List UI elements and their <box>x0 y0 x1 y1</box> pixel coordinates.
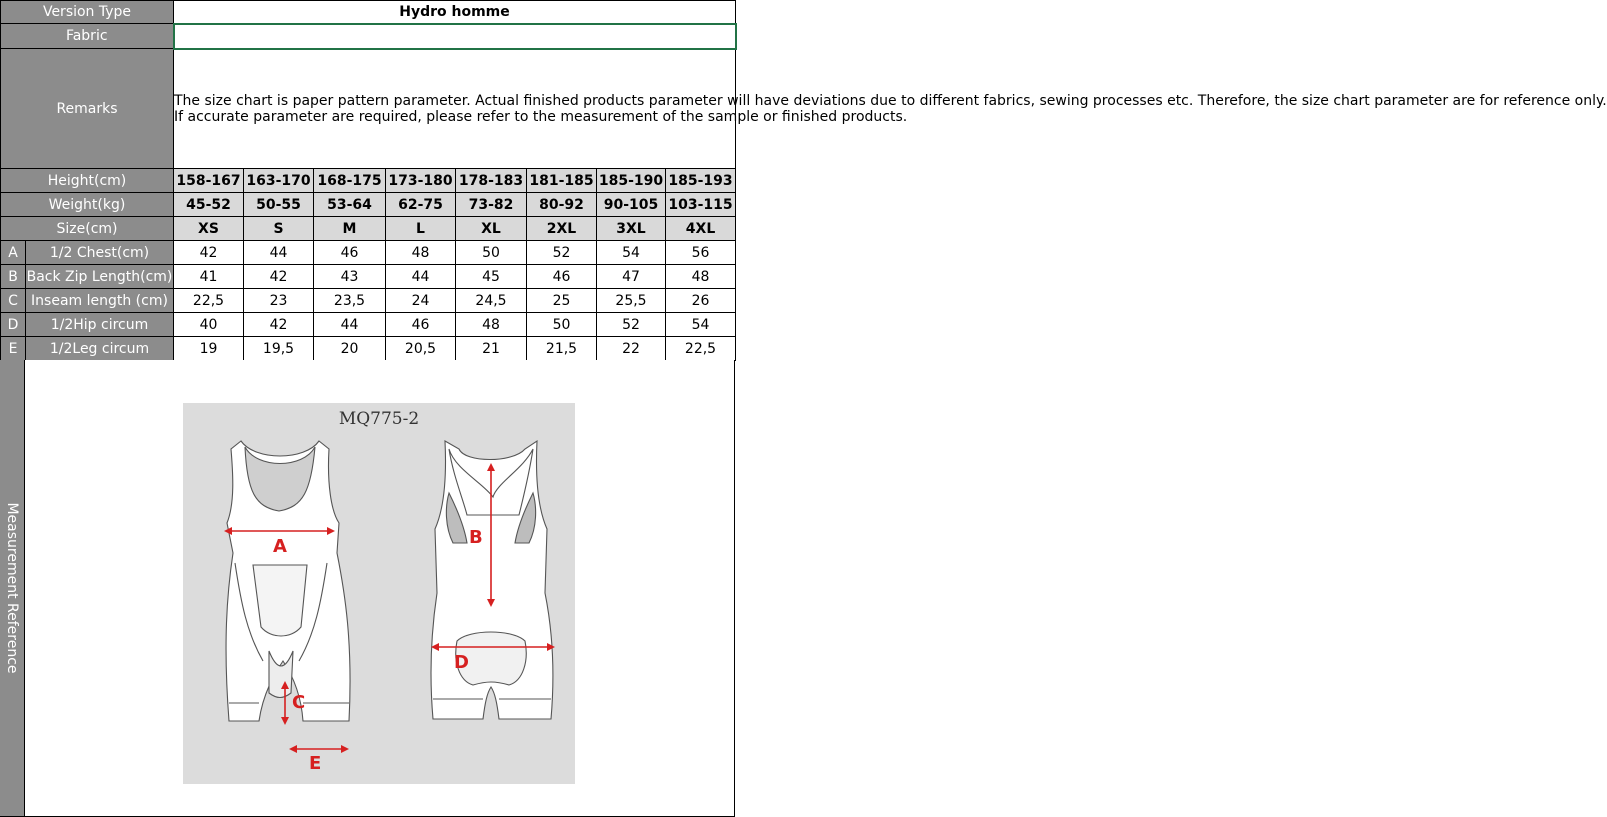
height-cell[interactable]: 158-167 <box>174 169 244 193</box>
weight-label[interactable]: Weight(kg) <box>1 193 174 217</box>
weight-cell[interactable]: 45-52 <box>174 193 244 217</box>
size-cell[interactable]: 2XL <box>527 217 597 241</box>
value-cell[interactable]: 20,5 <box>386 337 456 361</box>
row-label[interactable]: Inseam length (cm) <box>26 289 174 313</box>
weight-row <box>1 193 736 217</box>
height-cell[interactable]: 181-185 <box>527 169 597 193</box>
value-cell[interactable]: 23,5 <box>314 289 386 313</box>
height-cell[interactable]: 178-183 <box>456 169 527 193</box>
height-cell[interactable]: 173-180 <box>386 169 456 193</box>
value-cell[interactable]: 46 <box>386 313 456 337</box>
model-code: MQ775-2 <box>338 409 420 429</box>
remarks-line-1: The size chart is paper pattern parameter. Actual finished products parameter will have deviations due to different fabrics, sewing processes etc. Therefore, the size chart parameter are for reference only. <box>174 92 1607 109</box>
value-cell[interactable]: 24,5 <box>456 289 527 313</box>
value-cell[interactable]: 45 <box>456 265 527 289</box>
height-cell[interactable]: 163-170 <box>244 169 314 193</box>
weight-cell[interactable]: 90-105 <box>597 193 666 217</box>
measure-row-b <box>1 265 736 289</box>
value-cell[interactable]: 42 <box>244 265 314 289</box>
value-cell[interactable]: 40 <box>174 313 244 337</box>
value-cell[interactable]: 19 <box>174 337 244 361</box>
value-cell[interactable]: 20 <box>314 337 386 361</box>
value-cell[interactable]: 52 <box>597 313 666 337</box>
value-cell[interactable]: 46 <box>527 265 597 289</box>
marker-a: A <box>273 536 287 557</box>
value-cell[interactable]: 24 <box>386 289 456 313</box>
value-cell[interactable]: 44 <box>314 313 386 337</box>
height-cell[interactable]: 185-190 <box>597 169 666 193</box>
front-view <box>226 441 350 721</box>
row-letter[interactable]: E <box>1 337 26 361</box>
value-cell[interactable]: 26 <box>666 289 736 313</box>
marker-d: D <box>454 652 469 673</box>
size-cell[interactable]: XS <box>174 217 244 241</box>
height-label[interactable]: Height(cm) <box>1 169 174 193</box>
row-letter[interactable]: D <box>1 313 26 337</box>
measurement-reference-text: Measurement Reference <box>4 502 20 674</box>
fabric-label[interactable]: Fabric <box>1 24 174 49</box>
size-chart-table <box>0 0 1607 361</box>
remarks-line-2: If accurate parameter are required, please refer to the measurement of the sample or finished products. <box>174 108 908 125</box>
value-cell[interactable]: 41 <box>174 265 244 289</box>
size-cell[interactable]: 4XL <box>666 217 736 241</box>
version-type-value[interactable]: Hydro homme <box>174 1 736 24</box>
value-cell[interactable]: 56 <box>666 241 736 265</box>
value-cell[interactable]: 22 <box>597 337 666 361</box>
marker-c: C <box>292 692 306 713</box>
value-cell[interactable]: 42 <box>244 313 314 337</box>
value-cell[interactable]: 54 <box>666 313 736 337</box>
weight-cell[interactable]: 53-64 <box>314 193 386 217</box>
row-label[interactable]: Back Zip Length(cm) <box>26 265 174 289</box>
height-cell[interactable]: 185-193 <box>666 169 736 193</box>
value-cell[interactable]: 47 <box>597 265 666 289</box>
value-cell[interactable]: 25 <box>527 289 597 313</box>
weight-cell[interactable]: 73-82 <box>456 193 527 217</box>
value-cell[interactable]: 48 <box>666 265 736 289</box>
value-cell[interactable]: 22,5 <box>174 289 244 313</box>
value-cell[interactable]: 46 <box>314 241 386 265</box>
measure-row-e <box>1 337 736 361</box>
value-cell[interactable]: 22,5 <box>666 337 736 361</box>
marker-e: E <box>309 753 322 774</box>
size-cell[interactable]: M <box>314 217 386 241</box>
remarks-text[interactable] <box>174 49 1607 169</box>
value-cell[interactable]: 48 <box>386 241 456 265</box>
measurement-reference-label[interactable] <box>0 360 25 817</box>
weight-cell[interactable]: 103-115 <box>666 193 736 217</box>
remarks-label[interactable]: Remarks <box>1 49 174 169</box>
trisuit-drawing <box>183 403 575 784</box>
value-cell[interactable]: 50 <box>456 241 527 265</box>
size-cell[interactable]: 3XL <box>597 217 666 241</box>
value-cell[interactable]: 44 <box>386 265 456 289</box>
value-cell[interactable]: 23 <box>244 289 314 313</box>
measure-row-d <box>1 313 736 337</box>
value-cell[interactable]: 54 <box>597 241 666 265</box>
measure-row-a <box>1 241 736 265</box>
marker-b: B <box>469 527 483 548</box>
weight-cell[interactable]: 62-75 <box>386 193 456 217</box>
value-cell[interactable]: 19,5 <box>244 337 314 361</box>
back-view <box>431 441 553 719</box>
row-letter[interactable]: B <box>1 265 26 289</box>
value-cell[interactable]: 42 <box>174 241 244 265</box>
size-cell[interactable]: S <box>244 217 314 241</box>
value-cell[interactable]: 48 <box>456 313 527 337</box>
size-row <box>1 217 736 241</box>
fabric-value-cell[interactable] <box>174 24 736 49</box>
size-label[interactable]: Size(cm) <box>1 217 174 241</box>
weight-cell[interactable]: 80-92 <box>527 193 597 217</box>
row-label[interactable]: 1/2Hip circum <box>26 313 174 337</box>
row-label[interactable]: 1/2Leg circum <box>26 337 174 361</box>
height-row <box>1 169 736 193</box>
garment-diagram <box>183 403 575 784</box>
row-label[interactable]: 1/2 Chest(cm) <box>26 241 174 265</box>
version-type-label[interactable]: Version Type <box>1 1 174 24</box>
value-cell[interactable]: 44 <box>244 241 314 265</box>
value-cell[interactable]: 21 <box>456 337 527 361</box>
row-letter[interactable]: C <box>1 289 26 313</box>
row-letter[interactable]: A <box>1 241 26 265</box>
value-cell[interactable]: 50 <box>527 313 597 337</box>
value-cell[interactable]: 21,5 <box>527 337 597 361</box>
value-cell[interactable]: 43 <box>314 265 386 289</box>
value-cell[interactable]: 25,5 <box>597 289 666 313</box>
value-cell[interactable]: 52 <box>527 241 597 265</box>
size-cell[interactable]: L <box>386 217 456 241</box>
weight-cell[interactable]: 50-55 <box>244 193 314 217</box>
height-cell[interactable]: 168-175 <box>314 169 386 193</box>
size-cell[interactable]: XL <box>456 217 527 241</box>
measure-row-c <box>1 289 736 313</box>
